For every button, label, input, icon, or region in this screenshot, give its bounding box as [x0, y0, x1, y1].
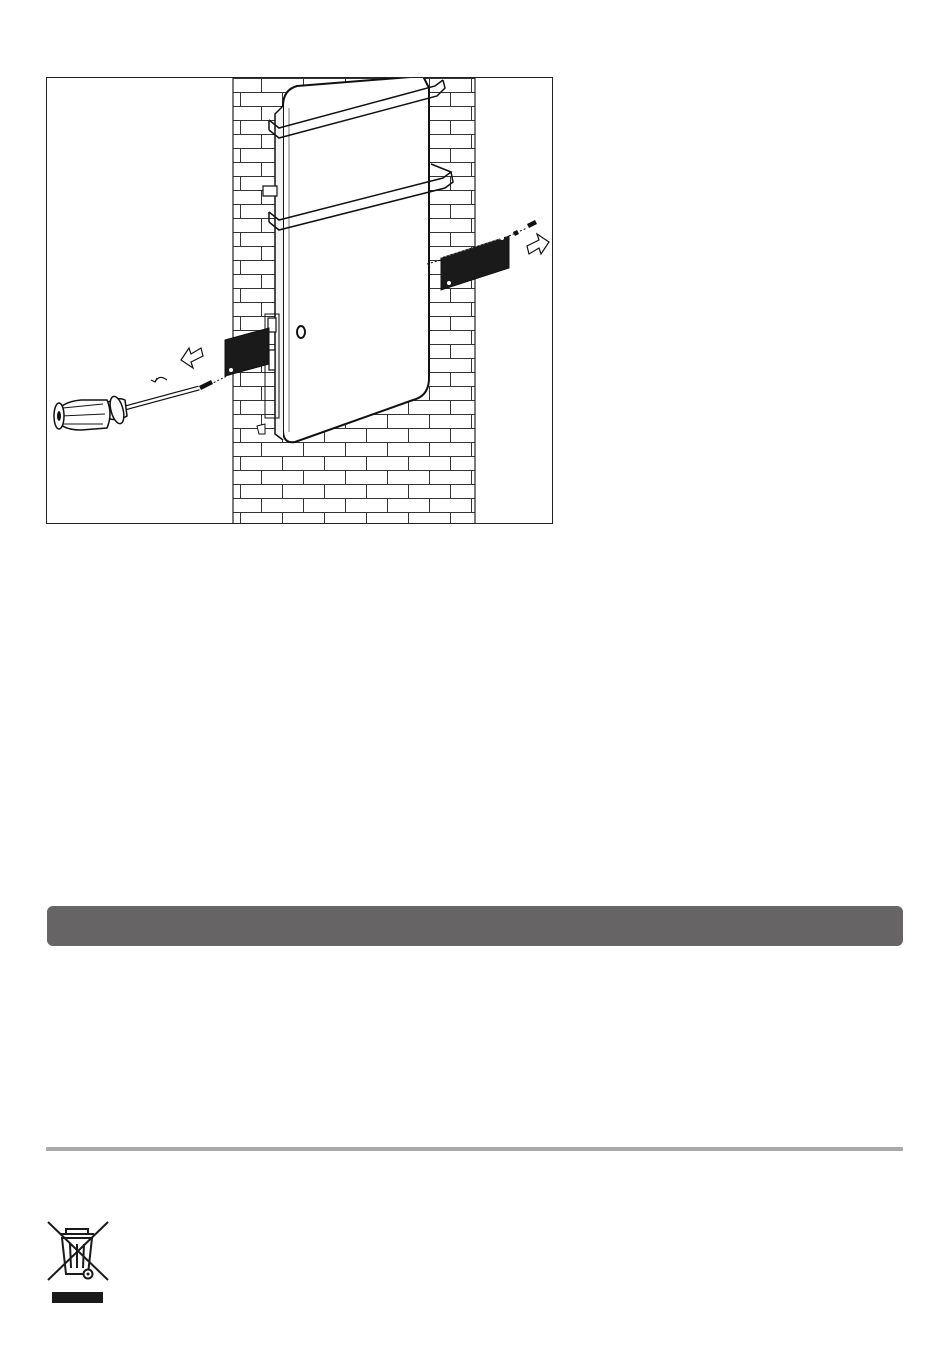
section-header-bar: [47, 906, 903, 946]
arrow-left-icon: [181, 348, 203, 368]
screw-icon: [527, 220, 537, 228]
control-knob-icon: [297, 326, 305, 338]
arrow-right-icon: [527, 234, 549, 254]
section-divider: [46, 1147, 903, 1151]
screwdriver-icon: [54, 388, 199, 430]
radiator-panel: [257, 78, 429, 442]
radiator-wall-illustration: [47, 78, 553, 524]
crossed-out-wheelie-bin-icon: [44, 1220, 110, 1309]
installation-figure: [46, 77, 553, 524]
screw-icon: [199, 380, 213, 390]
